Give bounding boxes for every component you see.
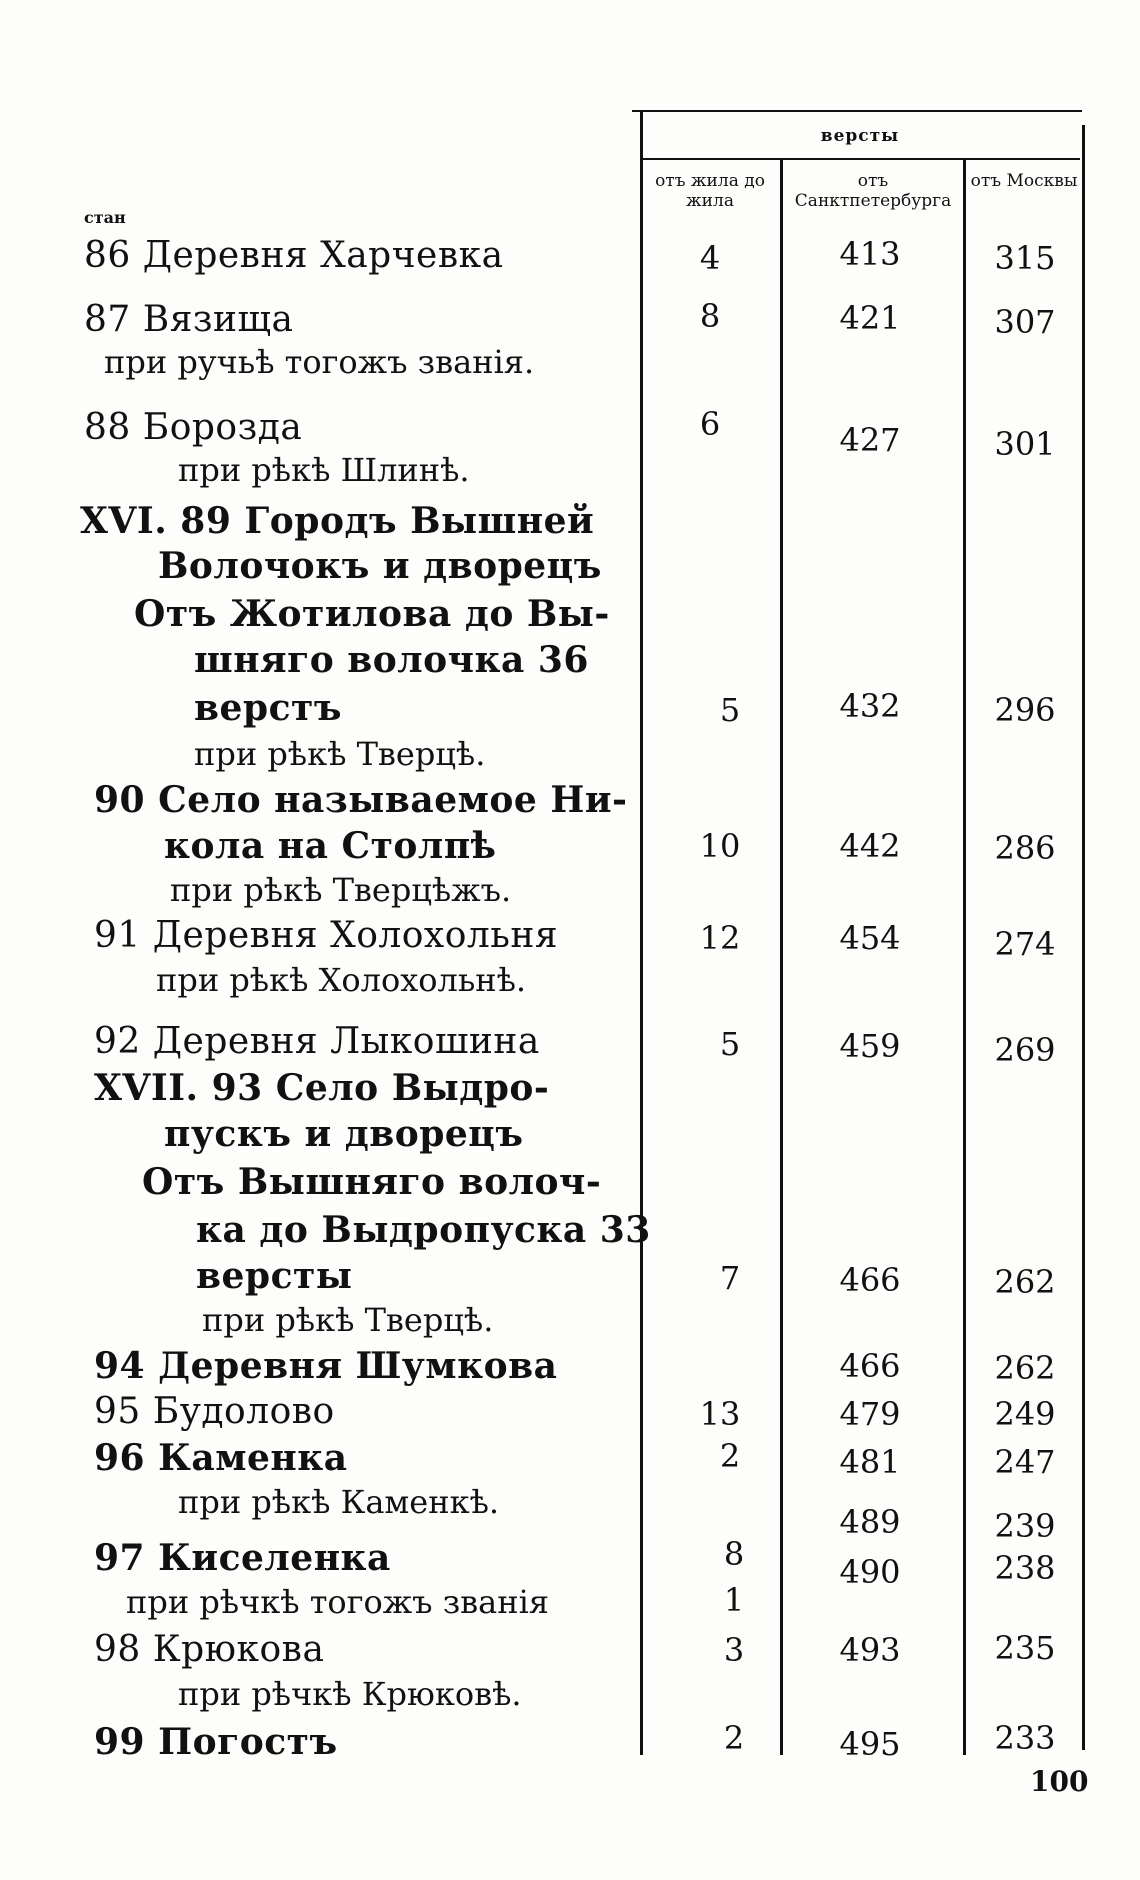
column-rule-left — [640, 110, 643, 1755]
row-96b-moscow: 239 — [994, 1507, 1056, 1545]
entry-93-line2: пускъ и дворецъ — [164, 1113, 524, 1155]
header-col-spb: отъ Санктпетербурга — [794, 171, 952, 211]
row-92-moscow: 269 — [994, 1031, 1056, 1069]
entry-97-note: при рѣчкѣ тогожъ званія — [126, 1583, 549, 1621]
row-98-zhila: 3 — [723, 1631, 745, 1669]
row-92-zhila: 5 — [719, 1025, 741, 1063]
entry-87-note: при ручьѣ тогожъ званія. — [104, 343, 535, 381]
row-91-moscow: 274 — [994, 925, 1056, 963]
entry-86: 86 Деревня Харчевка — [84, 235, 504, 276]
row-92-spb: 459 — [839, 1027, 901, 1065]
row-89-spb: 432 — [839, 687, 901, 725]
row-87-spb: 421 — [839, 299, 901, 337]
row-97-spb: 490 — [839, 1553, 901, 1591]
entry-93-line3: Отъ Вышняго волоч- — [142, 1161, 602, 1203]
row-97-zhila: 8 — [723, 1535, 745, 1573]
entry-90-note: при рѣкѣ Тверцѣжъ. — [170, 871, 512, 909]
row-88-zhila: 6 — [699, 405, 721, 443]
row-90-spb: 442 — [839, 827, 901, 865]
row-95-moscow: 249 — [994, 1395, 1056, 1433]
entry-96-note: при рѣкѣ Каменкѣ. — [178, 1483, 500, 1521]
entry-89-line3: Отъ Жотилова до Вы- — [134, 593, 610, 635]
row-87-moscow: 307 — [994, 303, 1056, 341]
row-89-moscow: 296 — [994, 691, 1056, 729]
entry-93-line4: ка до Выдропуска 33 — [196, 1209, 651, 1251]
row-94-moscow: 262 — [994, 1349, 1056, 1387]
header-top-rule — [632, 110, 1082, 112]
header-group-versty: версты — [820, 126, 900, 146]
row-93-zhila: 7 — [719, 1259, 741, 1297]
entry-93-line1: XVII. 93 Село Выдро- — [94, 1067, 550, 1109]
entry-89-line2: Волочокъ и дворецъ — [158, 545, 602, 587]
row-94-spb: 466 — [839, 1347, 901, 1385]
row-91-zhila: 12 — [699, 919, 741, 957]
entry-89-note: при рѣкѣ Тверцѣ. — [194, 735, 486, 773]
entry-89-line1: XVI. 89 Городъ Вышней — [80, 500, 595, 542]
entry-92: 92 Деревня Лыкошина — [94, 1021, 540, 1062]
header-col-zhila: отъ жила до жила — [655, 171, 765, 211]
column-rule-1 — [780, 160, 783, 1755]
row-90-moscow: 286 — [994, 829, 1056, 867]
row-88-moscow: 301 — [994, 425, 1056, 463]
row-86-zhila: 4 — [699, 239, 721, 277]
row-98-moscow: 235 — [994, 1629, 1056, 1667]
entry-87: 87 Вязища — [84, 299, 294, 340]
row-96-moscow: 247 — [994, 1443, 1056, 1481]
entry-98-note: при рѣчкѣ Крюковѣ. — [178, 1675, 522, 1713]
row-95-spb: 479 — [839, 1395, 901, 1433]
row-99-zhila: 2 — [723, 1719, 745, 1757]
entry-98: 98 Крюкова — [94, 1629, 325, 1670]
entry-90-line1: 90 Село называемое Ни- — [94, 779, 628, 821]
entry-89-line5: верстъ — [194, 687, 342, 729]
header-mid-rule — [640, 158, 1080, 160]
entry-93-line5: версты — [196, 1255, 353, 1297]
row-96-zhila: 2 — [719, 1437, 741, 1475]
stan-label: стан — [84, 208, 126, 227]
entry-97: 97 Киселенка — [94, 1537, 391, 1579]
page-number: 100 — [1030, 1765, 1089, 1798]
row-86-spb: 413 — [839, 235, 901, 273]
entry-88-note: при рѣкѣ Шлинѣ. — [178, 451, 470, 489]
row-95-zhila: 13 — [699, 1395, 741, 1433]
row-97-moscow: 238 — [994, 1549, 1056, 1587]
entry-90-line2: кола на Столпѣ — [164, 825, 497, 867]
entry-93-note: при рѣкѣ Тверцѣ. — [202, 1301, 494, 1339]
row-99-spb: 495 — [839, 1725, 901, 1763]
entry-88: 88 Борозда — [84, 407, 303, 448]
row-89-zhila: 5 — [719, 691, 741, 729]
row-88-spb: 427 — [839, 421, 901, 459]
entry-94: 94 Деревня Шумкова — [94, 1345, 558, 1387]
entry-91-note: при рѣкѣ Холохольнѣ. — [156, 961, 527, 999]
row-91-spb: 454 — [839, 919, 901, 957]
row-86-moscow: 315 — [994, 239, 1056, 277]
row-93-spb: 466 — [839, 1261, 901, 1299]
entry-99: 99 Погостъ — [94, 1721, 338, 1763]
entry-89-line4: шняго волочка 36 — [194, 639, 589, 681]
row-97b-zhila: 1 — [723, 1581, 745, 1619]
entry-96: 96 Каменка — [94, 1437, 348, 1479]
header-col-moscow: отъ Москвы — [970, 171, 1078, 191]
row-98-spb: 493 — [839, 1631, 901, 1669]
row-87-zhila: 8 — [699, 297, 721, 335]
row-93-moscow: 262 — [994, 1263, 1056, 1301]
row-90-zhila: 10 — [699, 827, 741, 865]
row-99-moscow: 233 — [994, 1719, 1056, 1757]
row-96-spb: 481 — [839, 1443, 901, 1481]
entry-95: 95 Будолово — [94, 1391, 335, 1432]
entry-91: 91 Деревня Холохольня — [94, 915, 559, 956]
row-96b-spb: 489 — [839, 1503, 901, 1541]
